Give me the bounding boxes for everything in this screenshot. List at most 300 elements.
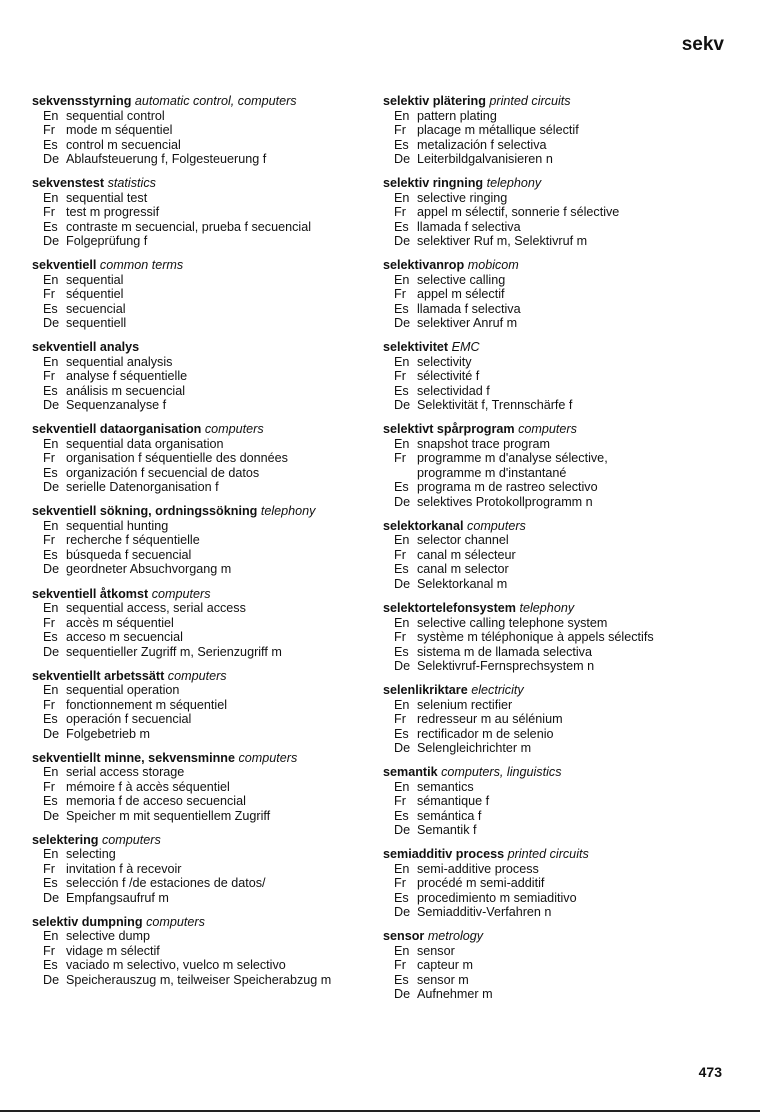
entry-heading [32,587,372,602]
language-code: Fr [43,779,55,794]
language-code: Fr [43,943,55,958]
language-code: Fr [394,794,406,809]
translation-text: selector channel [417,533,509,548]
dictionary-entry [383,176,728,249]
language-code: Es [43,465,58,480]
language-code: En [43,108,59,123]
translation-text: selective ringing [417,190,508,205]
language-code: Fr [43,369,55,384]
entry-heading [32,751,372,766]
language-code: Es [394,808,409,823]
translation-text: Semiadditiv-Verfahren n [417,905,552,920]
translation-text: serial access storage [66,765,185,780]
translation-line [32,958,372,973]
language-code: De [43,890,60,905]
dictionary-entry [383,94,728,167]
translation-text: analyse f séquentielle [66,369,188,384]
translation-text: Leiterbildgalvanisieren n [417,152,553,166]
translation-line [32,891,372,906]
dictionary-entry [32,94,372,167]
translation-line [383,495,728,510]
dictionary-entry [383,601,728,674]
entry-heading [383,340,728,355]
language-code: Es [394,562,409,577]
language-code: Fr [43,123,55,137]
translation-text: programme m d'analyse sélective, [417,451,608,466]
translation-text: semi-additive process [417,861,539,876]
translation-continuation: programme m d'instantané [417,465,567,480]
translation-line [32,712,372,727]
translation-text: fonctionnement m séquentiel [66,697,228,712]
translation-line [383,891,728,906]
translation-text: Selektivruf-Fernsprechsystem n [417,659,595,674]
translation-text: semántica f [417,808,482,823]
entry-heading [383,765,728,780]
translation-line [383,562,728,577]
translation-line [383,794,728,809]
translation-text: contraste m secuencial, prueba f secuencial [66,219,312,234]
dictionary-entry [383,422,728,509]
translation-text: canal m selector [417,562,509,577]
headword: selenlikriktare [383,683,468,698]
translation-line [383,191,728,206]
language-code: De [43,972,60,987]
language-code: De [43,562,60,577]
language-code: Fr [394,630,406,645]
translation-text: placage m métallique sélectif [417,123,579,137]
translation-line [383,220,728,235]
translation-line [383,287,728,302]
language-code: De [43,152,60,166]
translation-line [383,630,728,645]
subject-field: automatic control, computers [134,94,297,108]
translation-text: serielle Datenorganisation f [66,480,219,495]
language-code: Es [43,219,58,234]
translation-text: appel m sélectif [417,287,505,302]
translation-text: système m téléphonique à appels sélectifs [417,630,654,645]
headword: selektiv plätering [383,94,486,108]
translation-line [32,876,372,891]
translation-text: sensor m [417,972,469,987]
entry-heading [383,601,728,616]
language-code: Es [43,547,58,562]
translation-line [32,698,372,713]
translation-line [383,138,728,153]
subject-field: computers [467,518,526,533]
translation-line [32,273,372,288]
translation-text: metalización f selectiva [417,137,547,152]
language-code: Fr [43,615,55,630]
translation-line [32,398,372,413]
language-code: En [43,765,59,780]
translation-line [383,944,728,959]
language-code: Es [394,972,409,987]
translation-line [383,823,728,838]
language-code: De [394,823,411,838]
language-code: Fr [394,369,406,384]
language-code: Fr [394,712,406,727]
translation-line [32,220,372,235]
translation-line [32,191,372,206]
translation-text: programa m de rastreo selectivo [417,480,598,495]
page-number: 473 [698,1064,722,1080]
dictionary-entry [383,765,728,838]
entry-heading [383,929,728,944]
dictionary-entry [32,833,372,906]
language-code: Fr [43,697,55,712]
translation-line [383,973,728,988]
translation-text: procedimiento m semiaditivo [417,890,577,905]
translation-line [32,519,372,534]
translation-text: canal m sélecteur [417,547,516,562]
translation-text: test m progressif [66,205,160,220]
translation-line [32,929,372,944]
translation-line [383,698,728,713]
translation-text: operación f secuencial [66,712,192,727]
translation-line [32,316,372,331]
headword: selektortelefonsystem [383,601,516,616]
headword: selektivitet [383,340,449,355]
translation-line [383,398,728,413]
language-code: En [43,518,59,533]
subject-field: EMC [451,340,480,355]
language-code: De [43,808,60,823]
translation-line [383,533,728,548]
headword: selektiv dumpning [32,914,143,929]
translation-text: redresseur m au sélénium [417,712,563,727]
translation-text: invitation f à recevoir [66,861,182,876]
translation-text: accès m séquentiel [66,615,174,630]
translation-line [383,384,728,399]
subject-field: common terms [99,258,184,273]
translation-line [32,780,372,795]
language-code: De [43,398,60,413]
entry-heading [383,519,728,534]
dictionary-entry [32,176,372,249]
translation-text: Speicher m mit sequentiellem Zugriff [66,808,271,823]
subject-field: mobicom [467,258,519,273]
translation-text: sélectivité f [417,369,480,384]
language-code: Es [394,137,409,152]
translation-line [383,152,728,167]
entry-heading [32,422,372,437]
translation-text: selecting [66,847,116,862]
translation-text: mémoire f à accès séquentiel [66,779,230,794]
translation-line [32,152,372,167]
translation-text: selective dump [66,929,150,944]
subject-field: electricity [471,683,524,698]
entry-heading [32,258,372,273]
language-code: De [394,905,411,920]
language-code: En [394,354,410,369]
subject-field: computers, linguistics [441,765,562,780]
translation-line [32,562,372,577]
translation-line [32,234,372,249]
language-code: De [394,152,411,166]
subject-field: computers [102,832,161,847]
translation-text: vaciado m selectivo, vuelco m selectivo [66,958,286,973]
translation-line [383,741,728,756]
dictionary-entry [32,504,372,577]
language-code: En [394,615,410,630]
translation-text: secuencial [66,301,126,316]
translation-text: selektiver Ruf m, Selektivruf m [417,234,588,249]
translation-text: recherche f séquentielle [66,533,200,548]
translation-text: pattern plating [417,108,497,123]
translation-text: geordneter Absuchvorgang m [66,562,232,577]
language-code: De [394,316,411,331]
translation-line [32,533,372,548]
translation-text: control m secuencial [66,137,181,152]
headword: sekventiell dataorganisation [32,422,202,437]
translation-line [383,862,728,877]
translation-line [383,809,728,824]
translation-text: sequential [66,272,124,287]
translation-text: memoria f de acceso secuencial [66,794,246,809]
translation-line [383,109,728,124]
translation-line [383,645,728,660]
language-code: Es [394,219,409,234]
language-code: De [394,659,411,674]
translation-line [383,437,728,452]
language-code: Fr [43,451,55,466]
language-code: Es [394,301,409,316]
translation-text: organisation f séquentielle des données [66,451,288,466]
translation-line [32,809,372,824]
language-code: De [394,494,411,509]
translation-text: séquentiel [66,287,124,302]
headword: selektiv ringning [383,176,484,191]
headword: sekventiell analys [32,340,140,355]
language-code: En [394,943,410,958]
entry-heading [383,847,728,862]
language-code: Fr [394,205,406,220]
headword: semiadditiv process [383,847,505,862]
subject-field: computers [204,422,264,437]
translation-line [32,205,372,220]
translation-line [32,944,372,959]
translation-line [383,712,728,727]
language-code: De [43,234,60,249]
translation-text: sequential operation [66,683,180,698]
left-column [32,94,372,997]
translation-text: acceso m secuencial [66,630,183,645]
entry-heading [383,422,728,437]
subject-field: statistics [107,176,156,191]
translation-line [32,601,372,616]
headword: sekvenstest [32,176,105,191]
translation-text: semantics [417,779,474,794]
translation-line [32,369,372,384]
translation-line [383,616,728,631]
language-code: Es [43,137,58,152]
translation-text: sequential test [66,190,148,205]
language-code: En [43,190,59,205]
translation-line [383,987,728,1002]
translation-line [32,123,372,138]
translation-line [32,302,372,317]
translation-text: procédé m semi-additif [417,876,545,891]
headword: sekventiell sökning, ordningssökning [32,504,258,519]
translation-text: Folgeprüfung f [66,234,148,249]
language-code: En [43,354,59,369]
language-code: En [43,272,59,287]
language-code: En [394,190,410,205]
right-column [383,94,728,1012]
translation-text: sequential analysis [66,354,173,369]
translation-line [32,287,372,302]
translation-text: rectificador m de selenio [417,726,554,741]
language-code: De [43,480,60,495]
language-code: De [394,741,411,756]
dictionary-entry [32,258,372,331]
language-code: En [394,697,410,712]
headword: selektivt spårprogram [383,422,515,437]
translation-line [32,384,372,399]
translation-line [32,765,372,780]
headword: sekventiell åtkomst [32,586,149,601]
language-code: Es [43,630,58,645]
language-code: Es [43,712,58,727]
language-code: En [43,601,59,616]
translation-line [32,466,372,481]
translation-text: llamada f selectiva [417,219,521,234]
language-code: De [43,726,60,741]
translation-line [383,273,728,288]
language-code: En [394,272,410,287]
language-code: En [43,847,59,862]
translation-text: Selektivität f, Trennschärfe f [417,398,573,413]
subject-field: computers [238,750,298,765]
translation-text: appel m sélectif, sonnerie f sélective [417,205,620,220]
translation-text: Speicherauszug m, teilweiser Speicherabzug m [66,972,332,987]
translation-line [32,138,372,153]
dictionary-entry [32,751,372,824]
subject-field: telephony [260,504,316,519]
translation-text: Folgebetrieb m [66,726,150,741]
translation-text: selektiver Anruf m [417,316,518,331]
dictionary-entry [32,587,372,660]
translation-line [32,727,372,742]
headword: sekvensstyrning [32,94,132,108]
dictionary-entry [383,683,728,756]
entry-heading [32,340,372,355]
translation-text: selectivity [417,354,472,369]
translation-text: Aufnehmer m [417,987,493,1002]
bottom-rule [0,1110,760,1112]
translation-text: análisis m secuencial [66,383,185,398]
translation-text: Selengleichrichter m [417,741,532,756]
translation-line [383,780,728,795]
translation-text: selective calling telephone system [417,615,608,630]
translation-text: vidage m sélectif [66,943,160,958]
language-code: De [394,987,411,1002]
language-code: De [394,398,411,413]
language-code: En [394,436,410,451]
headword: sensor [383,929,425,944]
translation-text: mode m séquentiel [66,123,173,137]
language-code: Fr [394,451,406,466]
translation-line [32,451,372,466]
headword: selektivanrop [383,258,465,273]
translation-line [383,727,728,742]
translation-text: búsqueda f secuencial [66,547,192,562]
headword: sekventiellt arbetssätt [32,668,165,683]
translation-text: selectividad f [417,383,490,398]
language-code: En [394,108,410,123]
language-code: Es [43,958,58,973]
entry-heading [32,176,372,191]
translation-line [383,876,728,891]
translation-line [383,548,728,563]
subject-field: telephony [486,176,542,191]
translation-line [32,355,372,370]
translation-line [32,548,372,563]
language-code: De [394,234,411,249]
dictionary-entry [383,929,728,1002]
entry-heading [32,915,372,930]
language-code: Fr [394,958,406,973]
translation-text: sistema m de llamada selectiva [417,644,592,659]
translation-line [32,437,372,452]
translation-line [383,905,728,920]
subject-field: computers [146,914,205,929]
language-code: Es [394,480,409,495]
translation-text: sémantique f [417,794,490,809]
dictionary-entry [383,847,728,920]
language-code: Es [43,876,58,891]
translation-line [383,234,728,249]
language-code: Es [394,726,409,741]
language-code: Fr [394,123,406,137]
translation-text: Empfangsaufruf m [66,890,169,905]
language-code: Fr [43,533,55,548]
translation-line [32,480,372,495]
dictionary-entry [383,258,728,331]
translation-line [383,123,728,138]
running-head: sekv [681,34,724,55]
language-code: En [394,533,410,548]
translation-line [32,847,372,862]
translation-text: selektives Protokollprogramm n [417,494,593,509]
translation-text: selenium rectifier [417,697,513,712]
entry-heading [32,94,372,109]
subject-field: metrology [427,929,484,944]
translation-text: Semantik f [417,823,477,838]
translation-line [383,369,728,384]
language-code: De [43,316,60,331]
translation-text: sequential control [66,108,165,123]
headword: sekventiell [32,258,97,273]
translation-line [32,794,372,809]
translation-text: llamada f selectiva [417,301,521,316]
dictionary-entry [32,915,372,988]
translation-text: Sequenzanalyse f [66,398,167,413]
translation-line [383,577,728,592]
language-code: Es [394,890,409,905]
translation-text: sequential access, serial access [66,601,246,616]
language-code: Fr [394,876,406,891]
language-code: Es [43,301,58,316]
dictionary-entry [383,519,728,592]
translation-line [32,616,372,631]
translation-line [383,451,728,466]
language-code: En [394,861,410,876]
translation-text: snapshot trace program [417,436,551,451]
language-code: En [43,683,59,698]
headword: semantik [383,765,438,780]
translation-line [383,355,728,370]
